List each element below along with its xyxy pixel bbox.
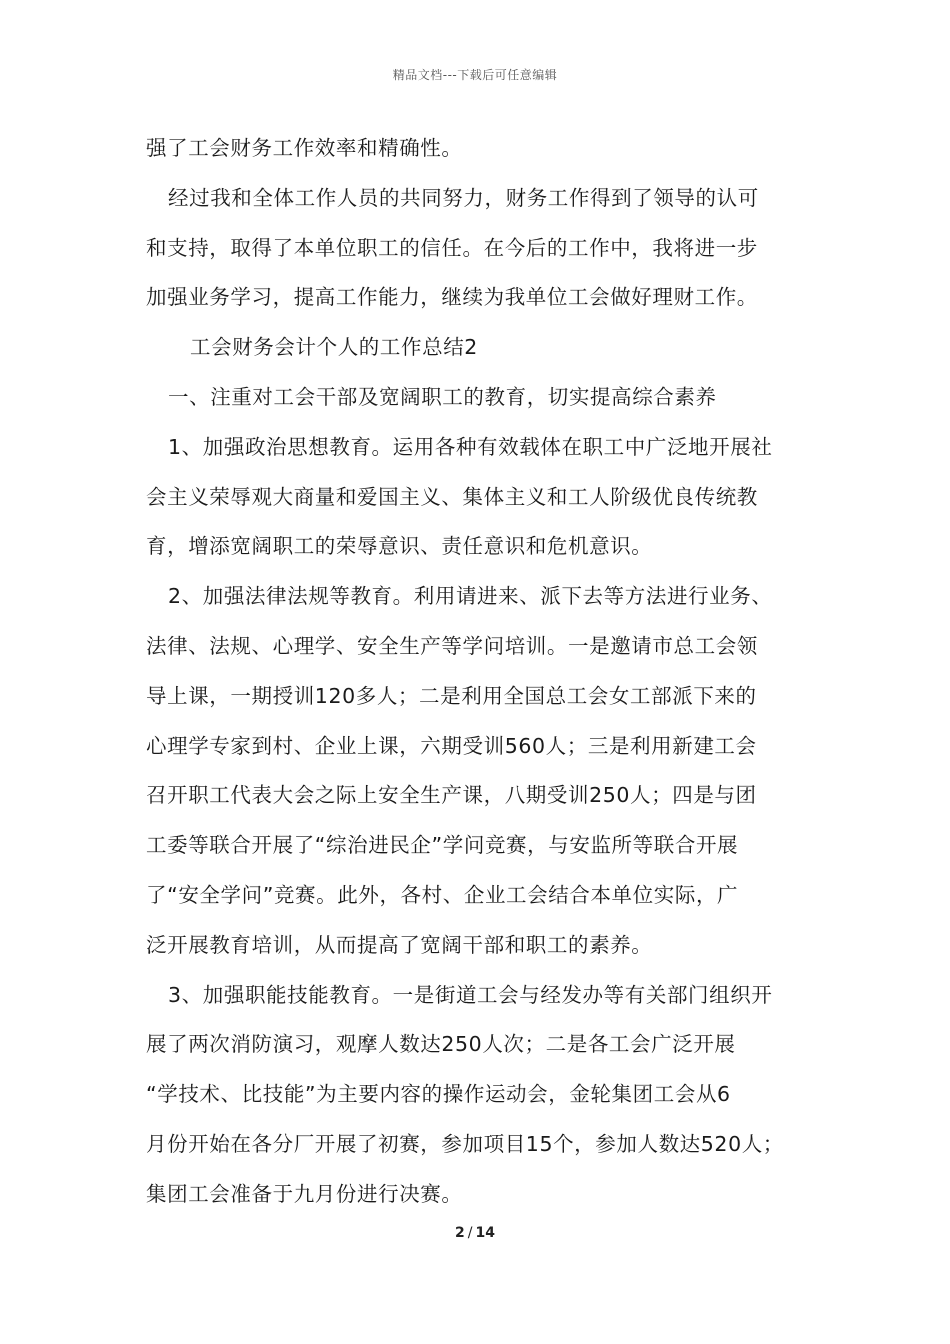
text-line: 心理学专家到村、企业上课，六期受训560人；三是利用新建工会 xyxy=(146,733,757,758)
page-separator: / xyxy=(467,1225,473,1241)
current-page: 2 xyxy=(455,1225,465,1241)
text-line: 2、加强法律法规等教育。利用请进来、派下去等方法进行业务、 xyxy=(168,584,773,609)
text-line: 展了两次消防演习，观摩人数达250人次；二是各工会广泛开展 xyxy=(146,1032,736,1057)
subsection-heading: 一、注重对工会干部及宽阔职工的教育，切实提高综合素养 xyxy=(168,384,717,409)
header-note: 精品文档---下载后可任意编辑 xyxy=(392,68,558,82)
text-line: 和支持，取得了本单位职工的信任。在今后的工作中，我将进一步 xyxy=(146,235,758,260)
text-line: 月份开始在各分厂开展了初赛，参加项目15个，参加人数达520人； xyxy=(146,1131,784,1156)
text-line: 3、加强职能技能教育。一是街道工会与经发办等有关部门组织开 xyxy=(168,982,773,1007)
text-line: 强了工会财务工作效率和精确性。 xyxy=(146,136,463,160)
text-line: 集团工会准备于九月份进行决赛。 xyxy=(146,1181,463,1206)
page-number xyxy=(0,1225,950,1241)
total-pages: 14 xyxy=(475,1225,495,1241)
body-text xyxy=(146,128,816,1224)
text-line: 1、加强政治思想教育。运用各种有效载体在职工中广泛地开展社 xyxy=(168,434,773,459)
text-line: 加强业务学习，提高工作能力，继续为我单位工会做好理财工作。 xyxy=(146,285,758,310)
text-line: 泛开展教育培训，从而提高了宽阔干部和职工的素养。 xyxy=(146,932,653,957)
text-line: 经过我和全体工作人员的共同努力，财务工作得到了领导的认可 xyxy=(168,185,759,210)
text-line: 会主义荣辱观大商量和爱国主义、集体主义和工人阶级优良传统教 xyxy=(146,484,758,509)
text-line: 导上课，一期授训120多人；二是利用全国总工会女工部派下来的 xyxy=(146,683,757,708)
text-line: 工委等联合开展了“综治进民企”学问竞赛，与安监所等联合开展 xyxy=(146,833,739,858)
text-line: “学技术、比技能”为主要内容的操作运动会，金轮集团工会从6 xyxy=(146,1082,731,1107)
text-line: 召开职工代表大会之际上安全生产课，八期受训250人；四是与团 xyxy=(146,783,757,808)
text-line: 育，增添宽阔职工的荣辱意识、责任意识和危机意识。 xyxy=(146,534,653,559)
text-line: 了“安全学问”竞赛。此外，各村、企业工会结合本单位实际，广 xyxy=(146,882,739,907)
text-line: 法律、法规、心理学、安全生产等学问培训。一是邀请市总工会领 xyxy=(146,633,758,658)
section-heading: 工会财务会计个人的工作总结2 xyxy=(190,335,478,360)
